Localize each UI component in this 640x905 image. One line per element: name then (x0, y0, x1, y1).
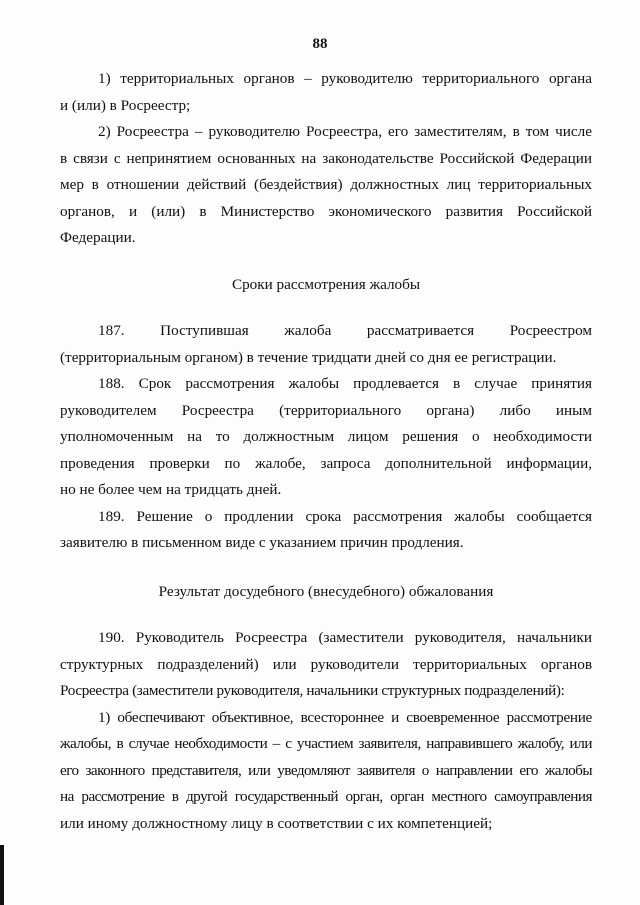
text-line: проведения проверки по жалобе, запроса дополнительной информации, (60, 454, 592, 472)
text-line: 1) территориальных органов – руководителю территориального органа (98, 70, 592, 87)
text-line: и (или) в Росреестр; (60, 96, 191, 114)
paragraph-189 (60, 504, 592, 557)
paragraph-190-item-1 (60, 705, 592, 838)
text-line: или иному должностному лицу в соответствии с их компетенцией; (60, 814, 493, 832)
text-line: в связи с непринятием основанных на законодательстве Российской Федерации (60, 149, 592, 167)
paragraph-187 (60, 318, 592, 371)
paragraph-item-2-rosreestr (60, 119, 592, 252)
scan-edge-mark (0, 845, 10, 905)
text-line: его законного представителя, или уведомляют заявителя о направлении его жалобы (60, 761, 592, 779)
text-line: заявителю в письменном виде с указанием причин продления. (60, 534, 464, 551)
page-number: 88 (312, 36, 328, 52)
text-line: Федерации. (60, 229, 136, 246)
text-line: 188. Срок рассмотрения жалобы продлевается в случае принятия (98, 375, 592, 392)
text-line: на рассмотрение в другой государственный орган, орган местного самоуправления (60, 788, 592, 805)
text-line: структурных подразделений) или руководители территориальных органов (60, 655, 592, 673)
text-line: (территориальным органом) в течение тридцати дней со дня ее регистрации. (60, 348, 557, 366)
text-line: 189. Решение о продлении срока рассмотрения жалобы сообщается (98, 507, 592, 525)
text-line: 187. Поступившая жалоба рассматривается Росреестром (98, 322, 592, 339)
section-heading-appeal-result: Результат досудебного (внесудебного) обжалования (158, 582, 494, 600)
section-heading-review-terms: Сроки рассмотрения жалобы (231, 275, 421, 293)
text-line: 1) обеспечивают объективное, всестороннее и своевременное рассмотрение (98, 708, 592, 726)
text-line: но не более чем на тридцать дней. (60, 481, 282, 498)
text-line: уполномоченным на то должностным лицом решения о необходимости (60, 428, 592, 445)
text-line: 2) Росреестра – руководителю Росреестра, его заместителям, в том числе (98, 123, 592, 140)
paragraph-190 (60, 625, 592, 705)
paragraph-188 (60, 371, 592, 504)
document-body (60, 66, 592, 837)
paragraph-item-1-territorial (60, 66, 592, 119)
text-line: мер в отношении действий (бездействия) должностных лиц территориальных (60, 176, 592, 193)
text-line: жалобы, в случае необходимости – с участием заявителя, направившего жалобу, или (60, 735, 592, 752)
text-line: руководителем Росреестра (территориального органа) либо иным (60, 401, 592, 419)
text-line: органов, и (или) в Министерство экономического развития Российской (60, 202, 592, 220)
text-line: Росреестра (заместители руководителя, начальники структурных подразделений): (60, 682, 565, 699)
text-line: 190. Руководитель Росреестра (заместители руководителя, начальники (98, 629, 592, 646)
